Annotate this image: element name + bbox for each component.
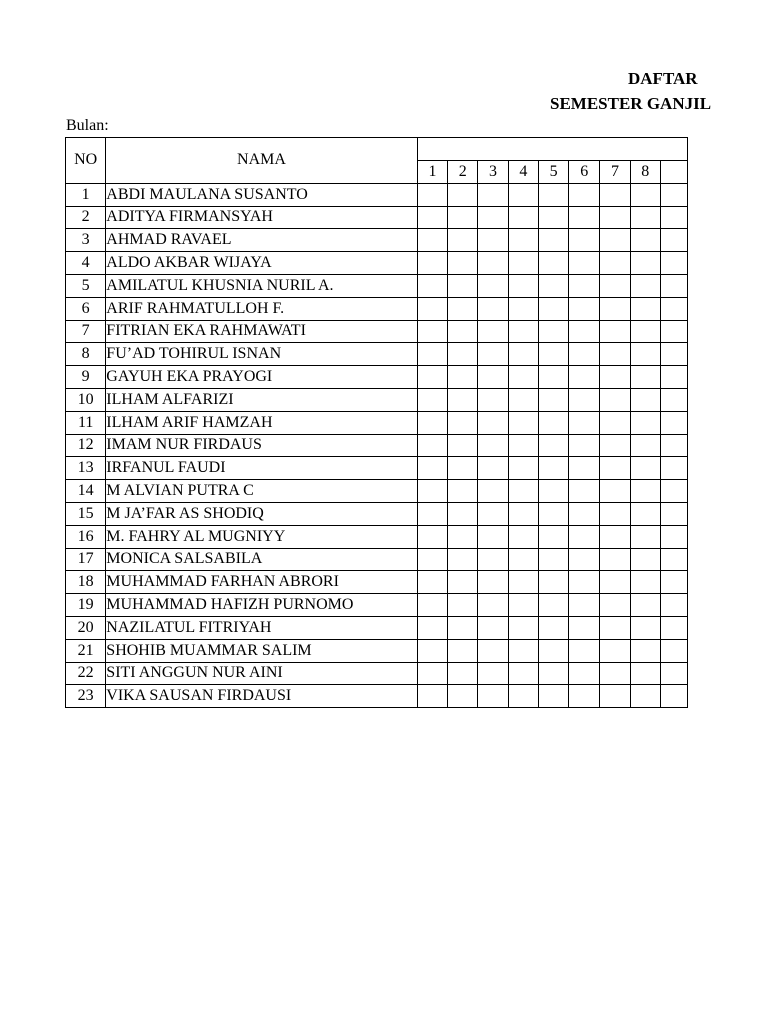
attendance-cell[interactable] (630, 183, 660, 206)
row-number: 22 (66, 662, 106, 685)
attendance-sheet (65, 137, 688, 709)
attendance-cell[interactable] (478, 548, 509, 571)
table-row (66, 388, 688, 411)
attendance-cell[interactable] (630, 594, 660, 617)
table-row (66, 297, 688, 320)
attendance-cell[interactable] (417, 457, 448, 480)
attendance-cell[interactable] (630, 297, 660, 320)
attendance-cell[interactable] (478, 457, 509, 480)
attendance-cell[interactable] (600, 616, 631, 639)
table-row (66, 366, 688, 389)
attendance-cell[interactable] (600, 320, 631, 343)
attendance-cell[interactable] (417, 388, 448, 411)
attendance-cell[interactable] (600, 274, 631, 297)
attendance-cell[interactable] (630, 388, 660, 411)
attendance-cell[interactable] (508, 274, 538, 297)
attendance-cell[interactable] (448, 571, 478, 594)
attendance-cell[interactable] (630, 366, 660, 389)
day-header-6: 6 (569, 160, 600, 183)
attendance-cell[interactable] (448, 457, 478, 480)
attendance-cell[interactable] (538, 206, 569, 229)
attendance-cell[interactable] (478, 388, 509, 411)
table-row (66, 343, 688, 366)
student-name: IMAM NUR FIRDAUS (106, 434, 417, 457)
student-name: M. FAHRY AL MUGNIYY (106, 525, 417, 548)
attendance-cell[interactable] (417, 639, 448, 662)
attendance-cell[interactable] (508, 480, 538, 503)
attendance-cell[interactable] (508, 685, 538, 708)
table-row (66, 502, 688, 525)
student-name: ILHAM ALFARIZI (106, 388, 417, 411)
attendance-cell[interactable] (660, 685, 687, 708)
attendance-cell[interactable] (569, 571, 600, 594)
attendance-cell[interactable] (538, 685, 569, 708)
attendance-cell[interactable] (600, 434, 631, 457)
attendance-cell[interactable] (478, 366, 509, 389)
table-row (66, 252, 688, 275)
attendance-cell[interactable] (448, 548, 478, 571)
attendance-cell[interactable] (508, 388, 538, 411)
attendance-cell[interactable] (569, 411, 600, 434)
attendance-cell[interactable] (538, 480, 569, 503)
attendance-cell[interactable] (508, 366, 538, 389)
row-number: 5 (66, 274, 106, 297)
attendance-cell[interactable] (630, 685, 660, 708)
student-name: FITRIAN EKA RAHMAWATI (106, 320, 417, 343)
attendance-cell[interactable] (660, 274, 687, 297)
attendance-cell[interactable] (478, 571, 509, 594)
attendance-cell[interactable] (448, 616, 478, 639)
attendance-cell[interactable] (600, 480, 631, 503)
student-name: M JA’FAR AS SHODIQ (106, 502, 417, 525)
attendance-cell[interactable] (417, 616, 448, 639)
attendance-cell[interactable] (569, 297, 600, 320)
attendance-cell[interactable] (538, 297, 569, 320)
attendance-cell[interactable] (417, 252, 448, 275)
table-row (66, 183, 688, 206)
table-row (66, 206, 688, 229)
row-number: 19 (66, 594, 106, 617)
attendance-cell[interactable] (478, 639, 509, 662)
day-header-8: 8 (630, 160, 660, 183)
row-number: 23 (66, 685, 106, 708)
table-row (66, 571, 688, 594)
attendance-cell[interactable] (660, 525, 687, 548)
header-nama: NAMA (106, 138, 417, 184)
attendance-cell[interactable] (538, 662, 569, 685)
attendance-cell[interactable] (600, 206, 631, 229)
attendance-cell[interactable] (417, 571, 448, 594)
attendance-cell[interactable] (417, 594, 448, 617)
table-row (66, 548, 688, 571)
attendance-cell[interactable] (538, 616, 569, 639)
day-header-7: 7 (600, 160, 631, 183)
attendance-cell[interactable] (538, 502, 569, 525)
attendance-cell[interactable] (660, 548, 687, 571)
attendance-cell[interactable] (600, 525, 631, 548)
attendance-cell[interactable] (508, 297, 538, 320)
attendance-cell[interactable] (569, 685, 600, 708)
attendance-cell[interactable] (538, 571, 569, 594)
attendance-cell[interactable] (478, 411, 509, 434)
attendance-cell[interactable] (448, 366, 478, 389)
attendance-cell[interactable] (660, 616, 687, 639)
attendance-cell[interactable] (600, 548, 631, 571)
attendance-cell[interactable] (538, 548, 569, 571)
attendance-cell[interactable] (478, 343, 509, 366)
row-number: 20 (66, 616, 106, 639)
row-number: 4 (66, 252, 106, 275)
attendance-cell[interactable] (569, 206, 600, 229)
attendance-cell[interactable] (630, 411, 660, 434)
attendance-cell[interactable] (660, 343, 687, 366)
attendance-cell[interactable] (569, 229, 600, 252)
attendance-cell[interactable] (630, 434, 660, 457)
student-name: GAYUH EKA PRAYOGI (106, 366, 417, 389)
attendance-cell[interactable] (569, 457, 600, 480)
attendance-cell[interactable] (569, 502, 600, 525)
attendance-cell[interactable] (630, 571, 660, 594)
attendance-cell[interactable] (600, 297, 631, 320)
row-number: 12 (66, 434, 106, 457)
attendance-cell[interactable] (569, 320, 600, 343)
attendance-cell[interactable] (660, 662, 687, 685)
attendance-cell[interactable] (538, 525, 569, 548)
attendance-cell[interactable] (538, 183, 569, 206)
table-row (66, 616, 688, 639)
row-number: 3 (66, 229, 106, 252)
day-header-cut (660, 160, 687, 183)
day-header-3: 3 (478, 160, 509, 183)
student-name: ALDO AKBAR WIJAYA (106, 252, 417, 275)
attendance-cell[interactable] (417, 411, 448, 434)
attendance-cell[interactable] (448, 274, 478, 297)
attendance-cell[interactable] (600, 183, 631, 206)
attendance-cell[interactable] (417, 662, 448, 685)
attendance-cell[interactable] (417, 206, 448, 229)
attendance-cell[interactable] (417, 525, 448, 548)
attendance-cell[interactable] (508, 229, 538, 252)
table-row (66, 685, 688, 708)
row-number: 11 (66, 411, 106, 434)
attendance-cell[interactable] (448, 320, 478, 343)
attendance-cell[interactable] (508, 434, 538, 457)
attendance-cell[interactable] (417, 183, 448, 206)
attendance-cell[interactable] (448, 639, 478, 662)
row-number: 10 (66, 388, 106, 411)
attendance-cell[interactable] (538, 594, 569, 617)
attendance-cell[interactable] (448, 183, 478, 206)
attendance-cell[interactable] (508, 320, 538, 343)
attendance-cell[interactable] (448, 411, 478, 434)
attendance-cell[interactable] (569, 366, 600, 389)
attendance-cell[interactable] (660, 229, 687, 252)
attendance-cell[interactable] (417, 229, 448, 252)
attendance-cell[interactable] (448, 252, 478, 275)
attendance-cell[interactable] (417, 297, 448, 320)
attendance-cell[interactable] (478, 662, 509, 685)
attendance-cell[interactable] (630, 252, 660, 275)
attendance-cell[interactable] (508, 571, 538, 594)
table-row (66, 229, 688, 252)
attendance-cell[interactable] (478, 434, 509, 457)
attendance-table (65, 137, 688, 708)
document-subtitle: SEMESTER GANJIL (550, 94, 712, 113)
attendance-cell[interactable] (448, 594, 478, 617)
attendance-cell[interactable] (569, 252, 600, 275)
attendance-cell[interactable] (538, 274, 569, 297)
attendance-cell[interactable] (569, 388, 600, 411)
student-name: SHOHIB MUAMMAR SALIM (106, 639, 417, 662)
attendance-cell[interactable] (538, 366, 569, 389)
attendance-cell[interactable] (478, 525, 509, 548)
attendance-cell[interactable] (600, 571, 631, 594)
attendance-cell[interactable] (660, 183, 687, 206)
student-name: AMILATUL KHUSNIA NURIL A. (106, 274, 417, 297)
row-number: 21 (66, 639, 106, 662)
attendance-cell[interactable] (478, 252, 509, 275)
attendance-cell[interactable] (508, 548, 538, 571)
attendance-cell[interactable] (569, 434, 600, 457)
student-name: M ALVIAN PUTRA C (106, 480, 417, 503)
attendance-cell[interactable] (478, 685, 509, 708)
month-label: Bulan: (66, 117, 109, 134)
attendance-cell[interactable] (417, 434, 448, 457)
table-row (66, 274, 688, 297)
attendance-cell[interactable] (478, 480, 509, 503)
student-name: FU’AD TOHIRUL ISNAN (106, 343, 417, 366)
row-number: 9 (66, 366, 106, 389)
attendance-cell[interactable] (660, 639, 687, 662)
student-name: MUHAMMAD HAFIZH PURNOMO (106, 594, 417, 617)
row-number: 17 (66, 548, 106, 571)
student-name: ARIF RAHMATULLOH F. (106, 297, 417, 320)
student-name: MUHAMMAD FARHAN ABRORI (106, 571, 417, 594)
attendance-cell[interactable] (478, 616, 509, 639)
attendance-cell[interactable] (660, 594, 687, 617)
title-clip-2 (0, 94, 712, 116)
attendance-cell[interactable] (630, 639, 660, 662)
attendance-cell[interactable] (630, 616, 660, 639)
attendance-cell[interactable] (417, 274, 448, 297)
row-number: 18 (66, 571, 106, 594)
attendance-cell[interactable] (630, 457, 660, 480)
attendance-cell[interactable] (630, 548, 660, 571)
attendance-cell[interactable] (417, 685, 448, 708)
attendance-cell[interactable] (600, 594, 631, 617)
attendance-cell[interactable] (569, 616, 600, 639)
attendance-cell[interactable] (630, 502, 660, 525)
attendance-cell[interactable] (569, 480, 600, 503)
row-number: 8 (66, 343, 106, 366)
attendance-cell[interactable] (569, 274, 600, 297)
student-name: NAZILATUL FITRIYAH (106, 616, 417, 639)
attendance-cell[interactable] (600, 343, 631, 366)
student-name: ABDI MAULANA SUSANTO (106, 183, 417, 206)
attendance-cell[interactable] (600, 388, 631, 411)
table-row (66, 662, 688, 685)
student-name: ADITYA FIRMANSYAH (106, 206, 417, 229)
day-header-1: 1 (417, 160, 448, 183)
attendance-cell[interactable] (448, 343, 478, 366)
row-number: 16 (66, 525, 106, 548)
attendance-cell[interactable] (478, 183, 509, 206)
attendance-cell[interactable] (569, 343, 600, 366)
attendance-cell[interactable] (600, 366, 631, 389)
attendance-cell[interactable] (630, 480, 660, 503)
attendance-cell[interactable] (478, 594, 509, 617)
attendance-cell[interactable] (478, 229, 509, 252)
attendance-cell[interactable] (508, 252, 538, 275)
student-name: IRFANUL FAUDI (106, 457, 417, 480)
attendance-cell[interactable] (538, 343, 569, 366)
attendance-cell[interactable] (417, 480, 448, 503)
attendance-cell[interactable] (508, 639, 538, 662)
attendance-cell[interactable] (600, 685, 631, 708)
attendance-cell[interactable] (569, 183, 600, 206)
day-header-4: 4 (508, 160, 538, 183)
row-number: 7 (66, 320, 106, 343)
attendance-cell[interactable] (630, 229, 660, 252)
attendance-cell[interactable] (448, 480, 478, 503)
row-number: 2 (66, 206, 106, 229)
attendance-cell[interactable] (660, 480, 687, 503)
attendance-cell[interactable] (417, 366, 448, 389)
attendance-cell[interactable] (478, 206, 509, 229)
attendance-cell[interactable] (538, 252, 569, 275)
attendance-cell[interactable] (630, 206, 660, 229)
attendance-cell[interactable] (478, 274, 509, 297)
attendance-cell[interactable] (508, 594, 538, 617)
attendance-cell[interactable] (660, 434, 687, 457)
student-name: MONICA SALSABILA (106, 548, 417, 571)
attendance-cell[interactable] (508, 206, 538, 229)
student-name: ILHAM ARIF HAMZAH (106, 411, 417, 434)
attendance-cell[interactable] (600, 457, 631, 480)
attendance-cell[interactable] (630, 274, 660, 297)
attendance-cell[interactable] (508, 183, 538, 206)
attendance-cell[interactable] (538, 229, 569, 252)
attendance-cell[interactable] (417, 502, 448, 525)
attendance-cell[interactable] (538, 411, 569, 434)
attendance-cell[interactable] (660, 411, 687, 434)
attendance-cell[interactable] (448, 229, 478, 252)
attendance-cell[interactable] (660, 206, 687, 229)
attendance-cell[interactable] (417, 343, 448, 366)
attendance-cell[interactable] (538, 320, 569, 343)
attendance-cell[interactable] (508, 411, 538, 434)
attendance-cell[interactable] (569, 525, 600, 548)
attendance-cell[interactable] (538, 639, 569, 662)
attendance-cell[interactable] (538, 434, 569, 457)
attendance-cell[interactable] (660, 297, 687, 320)
table-row (66, 480, 688, 503)
attendance-cell[interactable] (508, 525, 538, 548)
document-title: DAFTAR (628, 69, 698, 88)
attendance-cell[interactable] (660, 388, 687, 411)
row-number: 6 (66, 297, 106, 320)
table-row (66, 411, 688, 434)
attendance-cell[interactable] (448, 662, 478, 685)
attendance-cell[interactable] (448, 206, 478, 229)
table-row (66, 639, 688, 662)
header-days-group (417, 138, 687, 161)
attendance-cell[interactable] (660, 571, 687, 594)
attendance-cell[interactable] (508, 616, 538, 639)
attendance-cell[interactable] (569, 639, 600, 662)
student-name: AHMAD RAVAEL (106, 229, 417, 252)
attendance-cell[interactable] (600, 662, 631, 685)
row-number: 13 (66, 457, 106, 480)
attendance-cell[interactable] (417, 320, 448, 343)
table-row (66, 434, 688, 457)
row-number: 1 (66, 183, 106, 206)
attendance-cell[interactable] (448, 502, 478, 525)
attendance-cell[interactable] (660, 502, 687, 525)
table-row (66, 320, 688, 343)
attendance-cell[interactable] (448, 685, 478, 708)
attendance-cell[interactable] (569, 662, 600, 685)
attendance-cell[interactable] (660, 366, 687, 389)
attendance-cell[interactable] (538, 388, 569, 411)
attendance-cell[interactable] (660, 457, 687, 480)
table-row (66, 594, 688, 617)
attendance-cell[interactable] (508, 343, 538, 366)
attendance-cell[interactable] (660, 252, 687, 275)
attendance-cell[interactable] (508, 457, 538, 480)
attendance-cell[interactable] (630, 343, 660, 366)
attendance-cell[interactable] (600, 502, 631, 525)
table-row (66, 525, 688, 548)
student-name: SITI ANGGUN NUR AINI (106, 662, 417, 685)
attendance-cell[interactable] (660, 320, 687, 343)
day-header-5: 5 (538, 160, 569, 183)
attendance-cell[interactable] (630, 320, 660, 343)
attendance-cell[interactable] (417, 548, 448, 571)
row-number: 14 (66, 480, 106, 503)
attendance-cell[interactable] (448, 388, 478, 411)
row-number: 15 (66, 502, 106, 525)
day-header-2: 2 (448, 160, 478, 183)
attendance-cell[interactable] (600, 252, 631, 275)
attendance-cell[interactable] (538, 457, 569, 480)
attendance-cell[interactable] (630, 662, 660, 685)
attendance-cell[interactable] (630, 525, 660, 548)
student-name: VIKA SAUSAN FIRDAUSI (106, 685, 417, 708)
attendance-cell[interactable] (600, 639, 631, 662)
attendance-cell[interactable] (478, 297, 509, 320)
attendance-cell[interactable] (569, 548, 600, 571)
title-clip-1 (0, 69, 698, 91)
attendance-cell[interactable] (448, 297, 478, 320)
header-no: NO (66, 138, 106, 184)
table-row (66, 457, 688, 480)
attendance-cell[interactable] (478, 502, 509, 525)
attendance-cell[interactable] (508, 662, 538, 685)
attendance-cell[interactable] (600, 411, 631, 434)
attendance-cell[interactable] (448, 434, 478, 457)
attendance-cell[interactable] (478, 320, 509, 343)
attendance-cell[interactable] (448, 525, 478, 548)
attendance-cell[interactable] (600, 229, 631, 252)
attendance-cell[interactable] (508, 502, 538, 525)
attendance-cell[interactable] (569, 594, 600, 617)
